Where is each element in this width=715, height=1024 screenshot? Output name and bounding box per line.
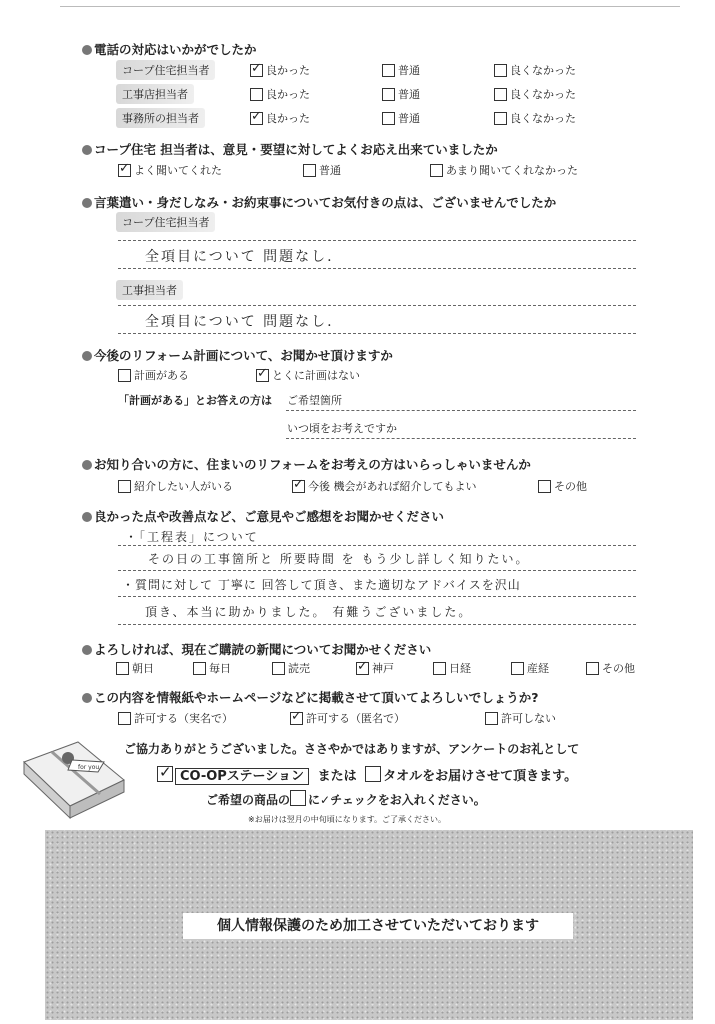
q1-option-label: 普通 [398,64,420,77]
checkbox-icon[interactable] [118,164,131,177]
checkbox-icon[interactable] [118,369,131,382]
q1-row-label: 事務所の担当者 [116,108,205,128]
privacy-notice: 個人情報保護のため加工させていただいております [183,913,573,939]
checkbox-icon[interactable] [290,712,303,725]
q1-row-label: 工事店担当者 [116,84,194,104]
q7-option-label: 毎日 [209,662,231,675]
bullet-icon [82,693,92,703]
dash-line [118,333,636,334]
q4-option-2[interactable]: ✓ とくに計画はない [256,367,360,383]
q8-option-1[interactable]: 許可する（実名で） [118,710,233,726]
checkbox-icon[interactable] [494,112,507,125]
q7-option[interactable] [272,660,310,676]
when-answer-line[interactable] [286,438,636,439]
q3-coop-answer: 全項目について 問題なし. [145,249,334,265]
bullet-icon [82,460,92,470]
checkbox-icon[interactable] [382,112,395,125]
q5-title: お知り合いの方に、住まいのリフォームをお考えの方はいらっしゃいませんか [82,455,531,473]
top-edge [60,0,680,7]
place-answer-line[interactable] [286,410,636,411]
checkbox-icon[interactable] [430,164,443,177]
q1-option[interactable] [250,86,310,102]
checkbox-icon[interactable] [303,164,316,177]
q7-option[interactable] [356,660,394,676]
checkbox-icon[interactable] [382,64,395,77]
checkbox-icon[interactable] [250,112,263,125]
gift-box-icon [18,732,128,824]
q5-option-2[interactable]: ✓ 今後 機会があれば紹介してもよい [292,478,477,494]
q2-option-2[interactable]: 普通 [303,162,341,178]
q2-option-1[interactable]: ✓ よく聞いてくれた [118,162,222,178]
q2-option-3[interactable]: あまり聞いてくれなかった [430,162,578,178]
q4-place-label: ご希望箇所 [287,394,342,407]
q6-line-4: 頂き、本当に助かりました。 有難うございました。 [145,605,473,619]
q4-option-1[interactable]: 計画がある [118,367,189,383]
q3-koji-answer: 全項目について 問題なし. [145,314,334,330]
q7-option[interactable] [586,660,635,676]
dash-line [118,596,636,597]
q5-option-1[interactable]: 紹介したい人がいる [118,478,233,494]
dash-line [118,268,636,269]
q3-title: 言葉遣い・身だしなみ・お約束事についてお気付きの点は、ございませんでしたか [82,193,556,211]
q4-plan-note: 「計画がある」とお答えの方は [118,394,272,407]
q8-option-3[interactable]: 許可しない [485,710,556,726]
q7-option-label: 読売 [288,662,310,675]
q6-line-1: ・「工程表」について [125,530,259,544]
coop-station-checkbox[interactable] [157,766,173,782]
q7-option[interactable] [116,660,154,676]
q3-koji-label: 工事担当者 [116,280,183,300]
q7-option-label: 産経 [527,662,549,675]
thanks-line-2: ✓CO-OPステーション または タオルをお届けさせて頂きます。 [157,765,577,784]
q1-option[interactable] [494,86,576,102]
q1-option[interactable] [250,110,310,126]
bullet-icon [82,351,92,361]
checkbox-icon[interactable] [118,480,131,493]
q1-option[interactable] [250,62,310,78]
q6-title: 良かった点や改善点など、ご意見やご感想をお聞かせください [82,507,444,525]
q1-row-label: コープ住宅担当者 [116,60,215,80]
checkbox-icon[interactable] [356,662,369,675]
dash-line [118,545,636,546]
thanks-line-3: ご希望の商品の に✓チェックをお入れください。 [206,790,486,808]
q3-coop-label: コープ住宅担当者 [116,212,215,232]
q7-option[interactable] [193,660,231,676]
q8-option-2[interactable]: ✓ 許可する（匿名で） [290,710,405,726]
q1-option-label: 良くなかった [510,88,576,101]
towel-checkbox[interactable] [365,766,381,782]
q1-option[interactable] [494,62,576,78]
bullet-icon [82,512,92,522]
checkbox-icon[interactable] [586,662,599,675]
q7-option-label: 神戸 [372,662,394,675]
q7-title: よろしければ、現在ご購読の新聞についてお聞かせください [82,640,431,658]
dash-line [118,624,636,625]
q1-option-label: 良かった [266,88,310,101]
q1-option-label: 普通 [398,88,420,101]
q1-option-label: 良かった [266,112,310,125]
checkbox-icon[interactable] [292,480,305,493]
q1-option[interactable] [494,110,576,126]
q1-option[interactable] [382,86,420,102]
q7-option-label: 朝日 [132,662,154,675]
checkbox-icon[interactable] [118,712,131,725]
q6-line-3: ・質問に対して 丁寧に 回答して頂き、また適切なアドバイスを沢山 [122,578,521,592]
dash-line [118,305,636,306]
dash-line [118,570,636,571]
bullet-icon [82,45,92,55]
bullet-icon [82,645,92,655]
checkbox-icon[interactable] [272,662,285,675]
checkbox-icon[interactable] [511,662,524,675]
thanks-line-1: ご協力ありがとうございました。ささやかではありますが、アンケートのお礼として [124,742,580,756]
checkbox-icon[interactable] [494,88,507,101]
checkbox-icon[interactable] [116,662,129,675]
q1-option-label: 良くなかった [510,64,576,77]
gift-tag-text: for you [78,764,100,771]
checkbox-icon[interactable] [250,64,263,77]
bullet-icon [82,198,92,208]
q8-title: この内容を情報紙やホームページなどに掲載させて頂いてよろしいでしょうか? [82,688,539,706]
checkbox-icon[interactable] [193,662,206,675]
q1-option-label: 良くなかった [510,112,576,125]
q2-title: コープ住宅 担当者は、意見・要望に対してよくお応え出来ていましたか [82,140,498,158]
checkbox-icon[interactable] [494,64,507,77]
delivery-note: ※お届けは翌月の中旬頃になります。ご了承ください。 [248,815,447,824]
checkbox-icon[interactable] [485,712,498,725]
q7-option-label: 日経 [449,662,471,675]
bullet-icon [82,145,92,155]
checkbox-icon[interactable] [382,88,395,101]
q1-option-label: 良かった [266,64,310,77]
q1-title: 電話の対応はいかがでしたか [82,40,257,58]
q7-option[interactable] [511,660,549,676]
q1-option[interactable] [382,62,420,78]
q5-option-3[interactable]: その他 [538,478,587,494]
q7-option[interactable] [433,660,471,676]
q7-option-label: その他 [602,662,635,675]
checkbox-icon[interactable] [250,88,263,101]
q6-line-2: その日の工事箇所と 所要時間 を もう少し詳しく知りたい。 [148,552,530,566]
q4-title: 今後のリフォーム計画について、お聞かせ頂けますか [82,346,393,364]
checkbox-icon[interactable] [256,369,269,382]
dash-line [118,240,636,241]
q4-when-label: いつ頃をお考えですか [287,422,397,435]
q1-option[interactable] [382,110,420,126]
q1-option-label: 普通 [398,112,420,125]
checkbox-icon[interactable] [433,662,446,675]
checkbox-icon [290,790,306,806]
checkbox-icon[interactable] [538,480,551,493]
